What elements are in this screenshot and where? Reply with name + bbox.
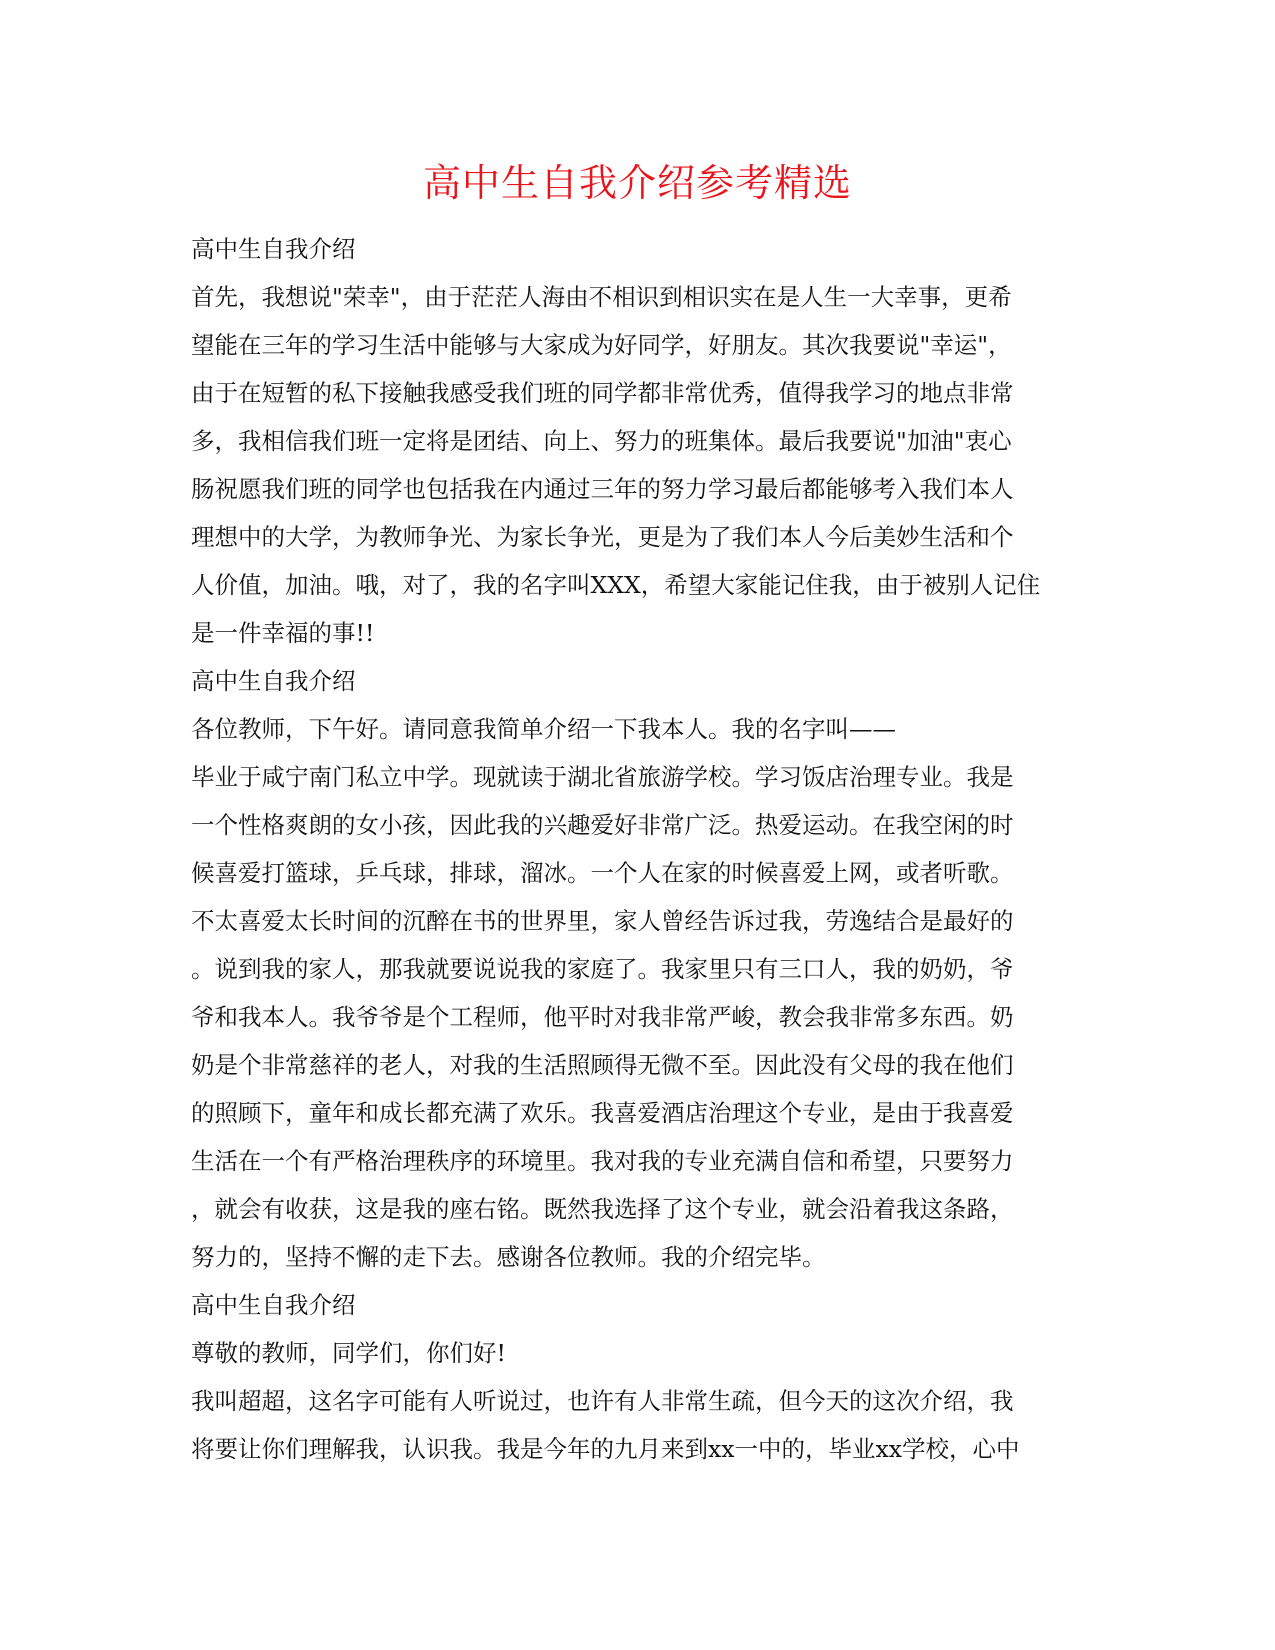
paragraph-line: 首先，我想说"荣幸"，由于茫茫人海由不相识到相识实在是人生一大幸事，更希 bbox=[191, 283, 1012, 311]
document-body bbox=[191, 225, 1071, 1473]
paragraph-line: 爷和我本人。我爷爷是个工程师，他平时对我非常严峻，教会我非常多东西。奶 bbox=[191, 1003, 1014, 1031]
section-heading: 高中生自我介绍 bbox=[191, 235, 356, 263]
paragraph-line: 望能在三年的学习生活中能够与大家成为好同学，好朋友。其次我要说"幸运"， bbox=[191, 331, 1012, 359]
paragraph-line: 。说到我的家人，那我就要说说我的家庭了。我家里只有三口人，我的奶奶，爷 bbox=[191, 955, 1014, 983]
paragraph-line: 不太喜爱太长时间的沉醉在书的世界里，家人曾经告诉过我，劳逸结合是最好的 bbox=[191, 907, 1014, 935]
paragraph-line: 努力的，坚持不懈的走下去。感谢各位教师。我的介绍完毕。 bbox=[191, 1243, 826, 1271]
document-title: 高中生自我介绍参考精选 bbox=[422, 161, 852, 205]
paragraph-line: 毕业于咸宁南门私立中学。现就读于湖北省旅游学校。学习饭店治理专业。我是 bbox=[191, 763, 1014, 791]
paragraph-line: 各位教师，下午好。请同意我简单介绍一下我本人。我的名字叫—— bbox=[191, 715, 896, 743]
paragraph-line: 生活在一个有严格治理秩序的环境里。我对我的专业充满自信和希望，只要努力 bbox=[191, 1147, 1014, 1175]
paragraph-line: 我叫超超，这名字可能有人听说过，也许有人非常生疏，但今天的这次介绍，我 bbox=[191, 1387, 1014, 1415]
paragraph-line: 一个性格爽朗的女小孩，因此我的兴趣爱好非常广泛。热爱运动。在我空闲的时 bbox=[191, 811, 1014, 839]
paragraph-line: 将要让你们理解我，认识我。我是今年的九月来到xx一中的，毕业xx学校，心中 bbox=[191, 1435, 1020, 1463]
section-heading: 高中生自我介绍 bbox=[191, 1291, 356, 1319]
section-heading: 高中生自我介绍 bbox=[191, 667, 356, 695]
paragraph-line: 多，我相信我们班一定将是团结、向上、努力的班集体。最后我要说"加油"衷心 bbox=[191, 427, 1012, 455]
paragraph-line: 候喜爱打篮球，乒乓球，排球，溜冰。一个人在家的时候喜爱上网，或者听歌。 bbox=[191, 859, 1014, 887]
paragraph-line: 是一件幸福的事!! bbox=[191, 619, 375, 647]
paragraph-line: 的照顾下，童年和成长都充满了欢乐。我喜爱酒店治理这个专业，是由于我喜爱 bbox=[191, 1099, 1014, 1127]
paragraph-line: 人价值，加油。哦，对了，我的名字叫XXX，希望大家能记住我，由于被别人记住 bbox=[191, 571, 1041, 599]
paragraph-line: 奶是个非常慈祥的老人，对我的生活照顾得无微不至。因此没有父母的我在他们 bbox=[191, 1051, 1014, 1079]
paragraph-line: 由于在短暂的私下接触我感受我们班的同学都非常优秀，值得我学习的地点非常 bbox=[191, 379, 1014, 407]
paragraph-line: ，就会有收获，这是我的座右铭。既然我选择了这个专业，就会沿着我这条路， bbox=[191, 1195, 1014, 1223]
paragraph-line: 肠祝愿我们班的同学也包括我在内通过三年的努力学习最后都能够考入我们本人 bbox=[191, 475, 1014, 503]
paragraph-line: 理想中的大学，为教师争光、为家长争光，更是为了我们本人今后美妙生活和个 bbox=[191, 523, 1014, 551]
paragraph-line: 尊敬的教师，同学们，你们好! bbox=[191, 1339, 506, 1367]
